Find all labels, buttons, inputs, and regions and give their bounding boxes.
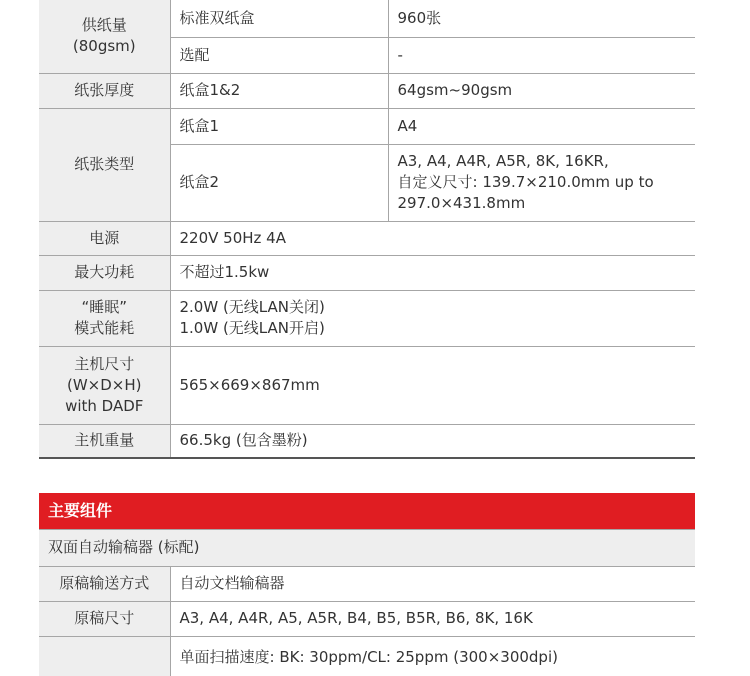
paper-type-tray1-name: 纸盒1 <box>170 108 388 144</box>
power-label: 电源 <box>39 221 170 255</box>
components-row-feed-method <box>39 566 695 601</box>
power-value: 220V 50Hz 4A <box>170 221 695 255</box>
dimensions-label-line1: 主机尺寸 <box>74 354 135 373</box>
components-row-original-size <box>39 601 695 636</box>
sleep-power-value-line2: 1.0W (无线LAN开启) <box>179 319 325 337</box>
paper-type-tray2-line3: 297.0×431.8mm <box>397 194 526 212</box>
sleep-power-value <box>170 290 695 346</box>
spec-row-max-power <box>39 255 695 290</box>
components-table <box>39 530 695 676</box>
paper-thickness-tray: 纸盒1&2 <box>170 73 388 108</box>
scan-speed-value: 单面扫描速度: BK: 30ppm/CL: 25ppm (300×300dpi) <box>179 647 558 666</box>
spec-row-sleep-power <box>39 290 695 346</box>
paper-type-label: 纸张类型 <box>39 108 170 221</box>
scan-speed-label <box>39 636 170 676</box>
sleep-power-label-line1: “睡眠” <box>81 298 128 316</box>
spec-row-paper-type-tray1 <box>39 108 695 144</box>
paper-type-tray2-value <box>388 144 695 221</box>
max-power-value: 不超过1.5kw <box>170 255 695 290</box>
components-row-scan-speed <box>39 636 695 676</box>
option-tray-name: 选配 <box>170 37 388 73</box>
dimensions-label-line2: (W×D×H) <box>66 375 142 394</box>
standard-tray-name: 标准双纸盒 <box>170 0 388 37</box>
original-size-label: 原稿尺寸 <box>39 601 170 636</box>
sleep-power-label <box>39 290 170 346</box>
original-size-value: A3, A4, A4R, A5, A5R, B4, B5, B5R, B6, 8K, 16K <box>170 601 695 636</box>
feed-method-value: 自动文档输稿器 <box>170 566 695 601</box>
dimensions-value: 565×669×867mm <box>170 346 695 424</box>
standard-tray-value: 960张 <box>388 0 695 37</box>
spec-row-weight <box>39 424 695 458</box>
paper-capacity-label-line1: 供纸量 <box>81 16 127 35</box>
paper-type-tray1-value: A4 <box>388 108 695 144</box>
feed-method-label: 原稿输送方式 <box>39 566 170 601</box>
sleep-power-label-line2: 模式能耗 <box>74 319 135 337</box>
spec-row-power <box>39 221 695 255</box>
paper-type-tray2-line2: 自定义尺寸: 139.7×210.0mm up to <box>397 173 654 191</box>
paper-capacity-label-line2: (80gsm) <box>72 37 136 56</box>
paper-capacity-label <box>39 0 170 73</box>
option-tray-value: - <box>388 37 695 73</box>
weight-value: 66.5kg (包含墨粉) <box>170 424 695 458</box>
paper-type-tray2-name: 纸盒2 <box>170 144 388 221</box>
spec-row-paper-capacity-standard <box>39 0 695 37</box>
components-section <box>39 493 695 676</box>
max-power-label: 最大功耗 <box>39 255 170 290</box>
paper-type-tray2-line1: A3, A4, A4R, A5R, 8K, 16KR, <box>397 152 609 170</box>
dimensions-label <box>39 346 170 424</box>
paper-thickness-label: 纸张厚度 <box>39 73 170 108</box>
dimensions-label-line3: with DADF <box>65 396 144 415</box>
components-subheader: 双面自动输稿器 (标配) <box>39 530 695 566</box>
weight-label: 主机重量 <box>39 424 170 458</box>
components-subheader-row <box>39 530 695 566</box>
paper-thickness-value: 64gsm~90gsm <box>388 73 695 108</box>
sleep-power-value-line1: 2.0W (无线LAN关闭) <box>179 298 325 316</box>
spec-table <box>39 0 695 459</box>
spec-row-paper-thickness <box>39 73 695 108</box>
spec-row-dimensions <box>39 346 695 424</box>
components-header: 主要组件 <box>39 493 695 530</box>
